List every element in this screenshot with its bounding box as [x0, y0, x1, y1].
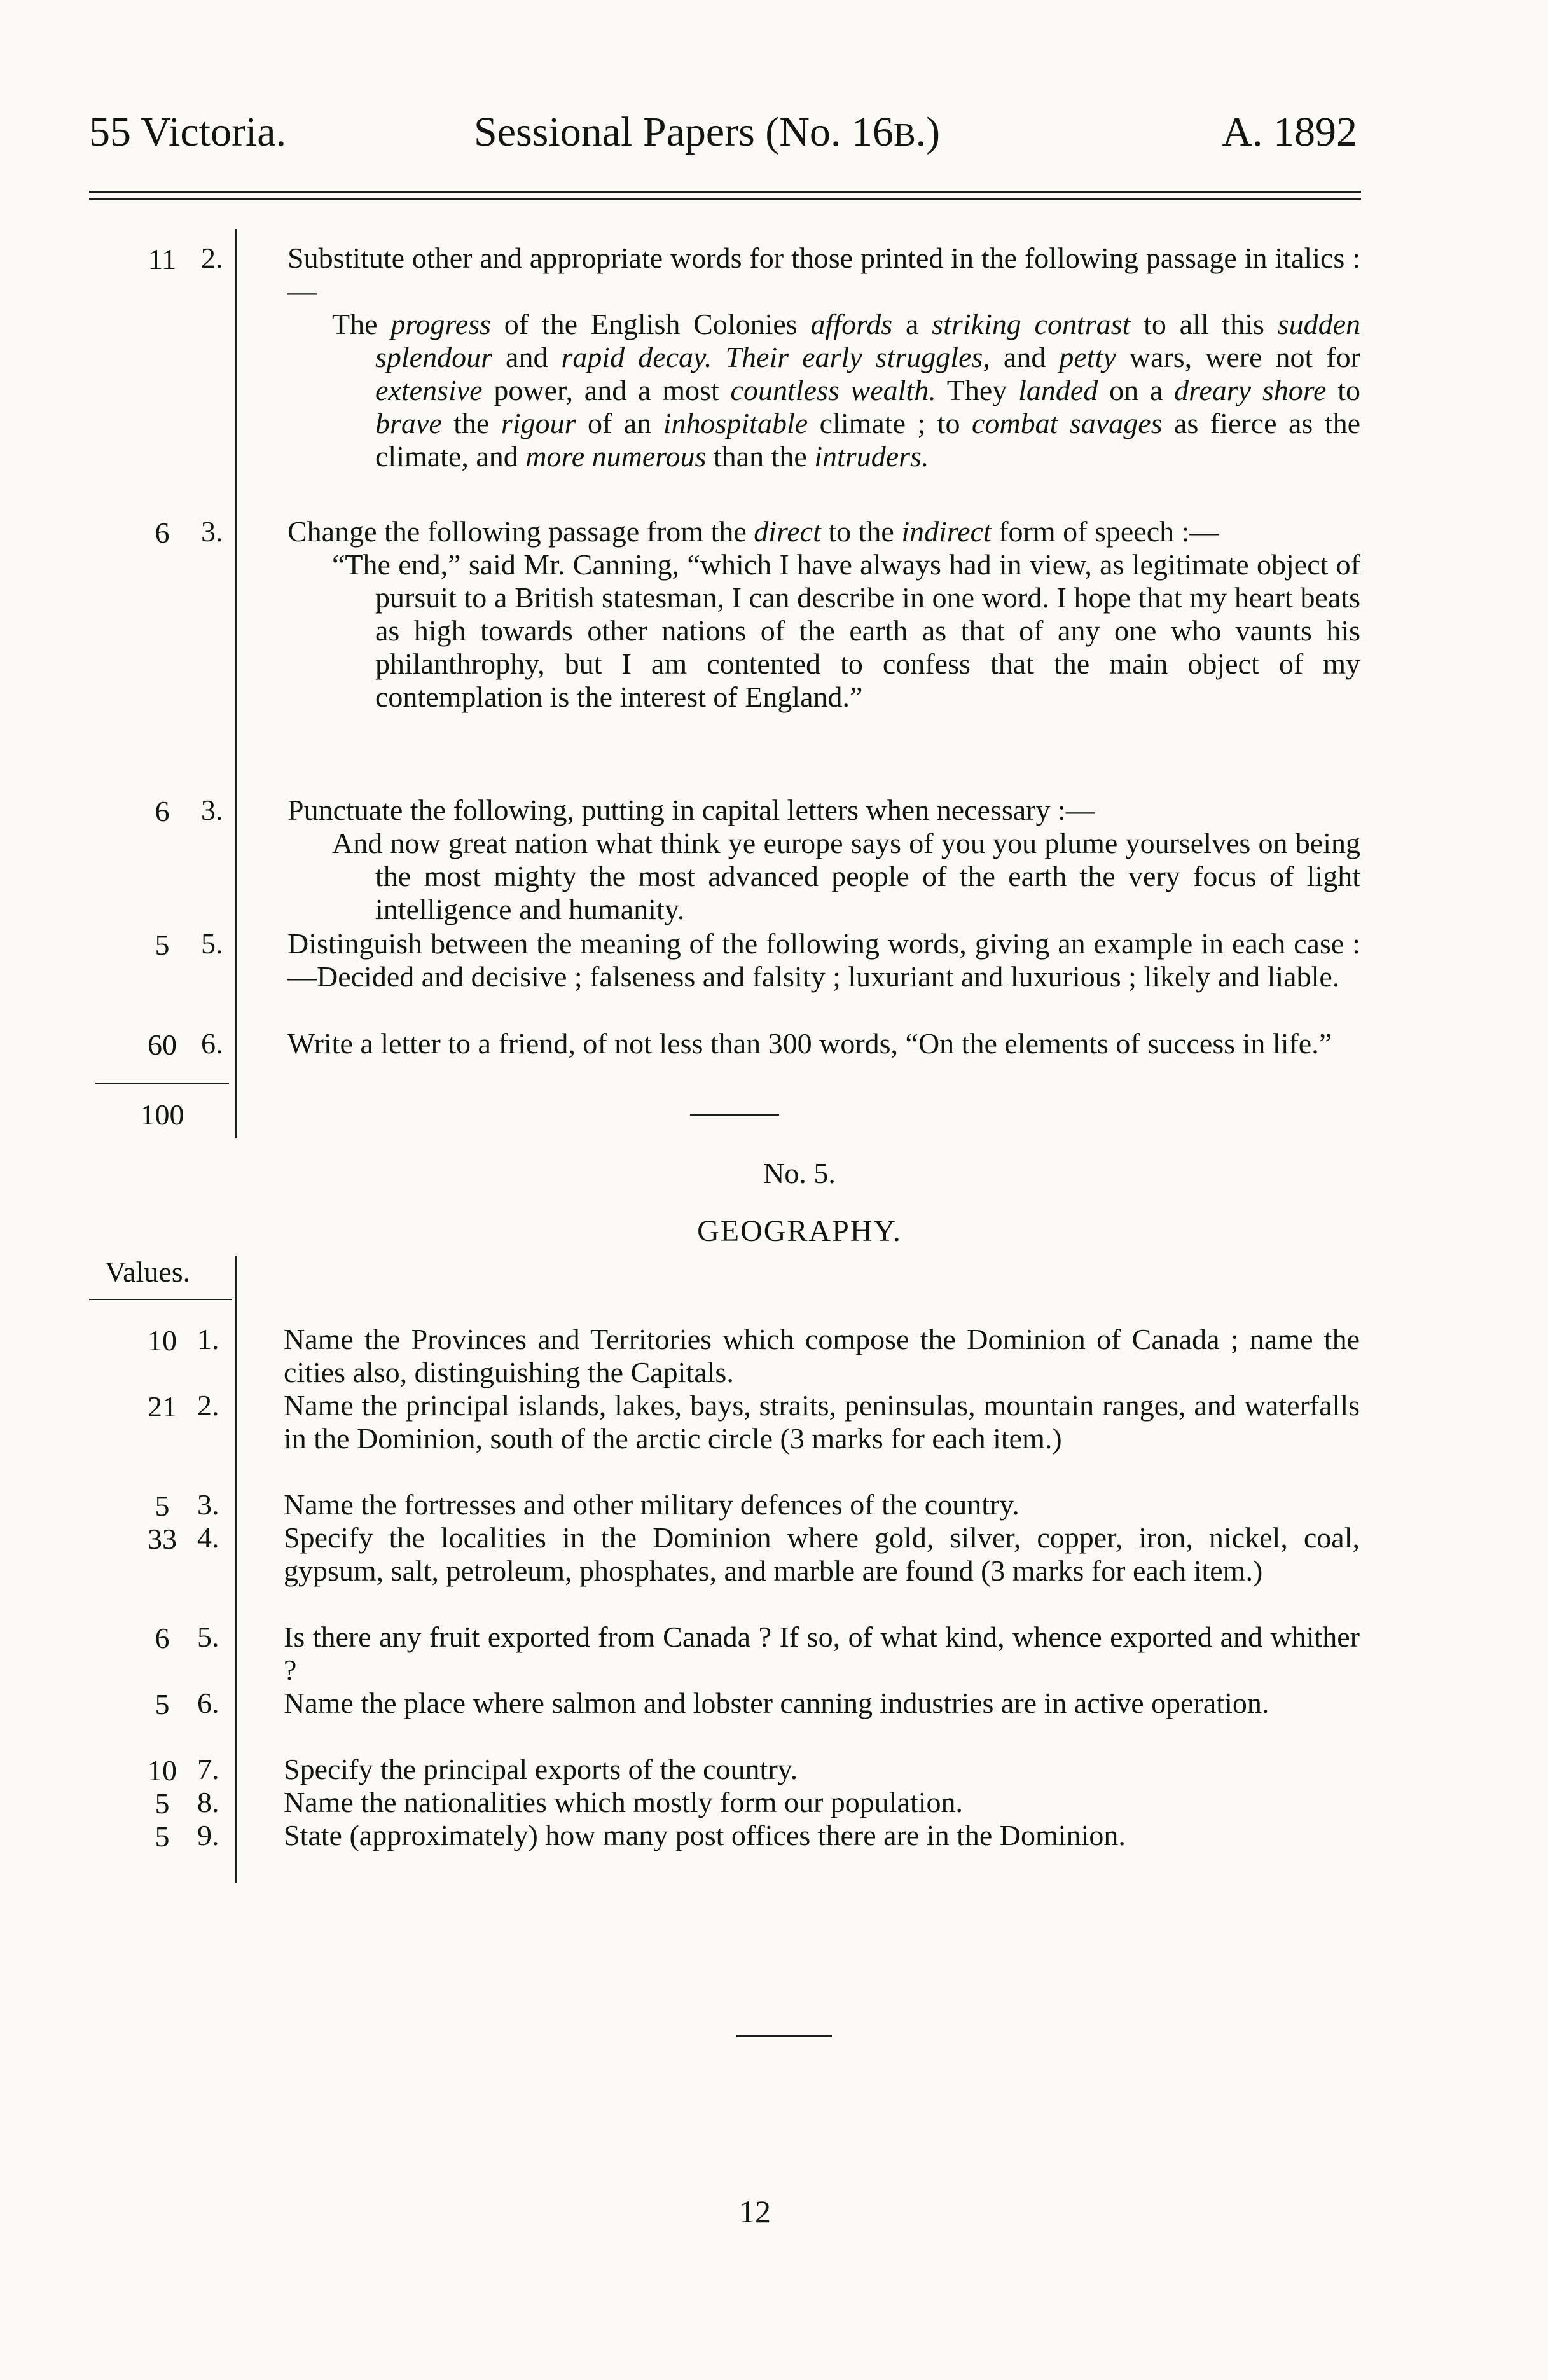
page-number: 12: [739, 2194, 771, 2229]
question-value: 6: [155, 795, 170, 827]
question-passage: The progress of the English Colonies affords a striking contrast to all this sudden splendour and rapid decay. Their early struggles, and petty wars, were not for extensive power, and a most countless wealth. They landed on a dreary shore to brave the rigour of an inhospitable climate ; to combat savages as fierce as the climate, and more numerous than the intruders.: [332, 308, 1361, 473]
header-left: 55 Victoria.: [89, 109, 287, 155]
header-right: A. 1892: [1222, 109, 1357, 155]
question-text: Name the principal islands, lakes, bays, straits, peninsulas, mountain ranges, and waterfalls in the Dominion, south of the arctic circle (3 marks for each item.): [284, 1389, 1360, 1455]
question-number: 3.: [201, 515, 223, 548]
values-label: Values.: [105, 1256, 191, 1288]
question-value: 5: [155, 1787, 170, 1820]
question-text: Punctuate the following, putting in capital letters when necessary :—: [287, 794, 1095, 826]
question-value: 5: [155, 1820, 170, 1853]
question-value: 6: [155, 1622, 170, 1654]
question-number: 2.: [197, 1389, 219, 1422]
question-item: [197, 1786, 1360, 1819]
question-text: Specify the principal exports of the country.: [284, 1753, 798, 1785]
question-item: [201, 1027, 1360, 1060]
values-column-rule-1: [235, 229, 237, 1138]
values-column-rule-2: [235, 1256, 237, 1883]
header-rule-top: [89, 191, 1361, 193]
question-item: [197, 1687, 1360, 1720]
question-passage: “The end,” said Mr. Canning, “which I have always had in view, as legitimate object of pursuit to a British statesman, I can describe in one word. I hope that my heart beats as high towards other nations of the earth as that of any one who vaunts his philanthrophy, but I am contented to confess that the main object of my contemplation is the interest of England.”: [332, 548, 1360, 713]
header-rule-bottom: [89, 198, 1361, 200]
question-text: Specify the localities in the Dominion where gold, silver, copper, iron, nickel, coal, gypsum, salt, petroleum, phosphates, and marble are found (3 marks for each item.): [284, 1521, 1360, 1587]
question-item: [197, 1323, 1360, 1389]
question-text: Name the place where salmon and lobster canning industries are in active operation.: [284, 1687, 1269, 1719]
question-value: 10: [148, 1324, 177, 1357]
question-value: 6: [155, 516, 170, 549]
question-value: 5: [155, 1490, 170, 1522]
question-number: 6.: [197, 1687, 219, 1719]
question-item: [201, 794, 1360, 926]
question-number: 6.: [201, 1027, 223, 1060]
running-header: [0, 108, 1548, 159]
question-item: [197, 1521, 1360, 1588]
question-item: [197, 1753, 1360, 1786]
question-item: [201, 515, 1360, 714]
question-value: 5: [155, 1688, 170, 1720]
question-number: 5.: [197, 1621, 219, 1653]
question-number: 5.: [201, 927, 223, 960]
section-divider: [690, 1114, 779, 1116]
values-header-rule: [89, 1299, 232, 1300]
question-text: Name the nationalities which mostly form our population.: [284, 1786, 964, 1818]
question-text: Name the Provinces and Territories which compose the Dominion of Canada ; name the cities also, distinguishing the Capitals.: [284, 1323, 1360, 1388]
question-item: [197, 1819, 1360, 1852]
question-number: 3.: [201, 794, 223, 826]
question-item: [197, 1621, 1360, 1687]
total-value: 100: [140, 1098, 184, 1131]
question-text: Substitute other and appropriate words for those printed in the following passage in italics :—: [287, 242, 1360, 307]
question-value: 21: [148, 1390, 177, 1423]
question-text: Change the following passage from the direct to the indirect form of speech :—: [287, 515, 1219, 548]
end-rule: [736, 2035, 832, 2037]
question-text: Is there any fruit exported from Canada ? If so, of what kind, whence exported and whither ?: [284, 1621, 1360, 1686]
question-number: 7.: [197, 1753, 219, 1785]
question-number: 8.: [197, 1786, 219, 1818]
question-text: Name the fortresses and other military defences of the country.: [284, 1488, 1019, 1521]
question-value: 33: [148, 1523, 177, 1555]
question-value: 5: [155, 929, 170, 961]
total-rule: [95, 1083, 229, 1084]
question-passage: And now great nation what think ye europe says of you you plume yourselves on being the most mighty the most advanced people of the earth the very focus of light intelligence and humanity.: [332, 827, 1360, 925]
question-number: 9.: [197, 1819, 219, 1851]
question-value: 10: [148, 1754, 177, 1787]
question-value: 11: [148, 243, 177, 275]
question-value: 60: [148, 1028, 177, 1061]
header-center: Sessional Papers (No. 16B.): [474, 109, 941, 155]
question-item: [197, 1488, 1360, 1521]
question-item: [201, 927, 1360, 993]
question-item: [201, 242, 1361, 473]
question-text: Write a letter to a friend, of not less than 300 words, “On the elements of success in life.”: [287, 1027, 1332, 1060]
question-item: [197, 1389, 1360, 1455]
question-text: State (approximately) how many post offices there are in the Dominion.: [284, 1819, 1126, 1851]
section-number: No. 5.: [763, 1157, 836, 1189]
question-text: Distinguish between the meaning of the following words, giving an example in each case :—Decided and decisive ; falseness and falsity ; luxuriant and luxurious ; likely and liable.: [287, 927, 1360, 993]
section-title: GEOGRAPHY.: [697, 1214, 902, 1248]
question-number: 1.: [197, 1323, 219, 1355]
question-number: 2.: [201, 242, 223, 274]
question-number: 3.: [197, 1488, 219, 1521]
question-number: 4.: [197, 1521, 219, 1554]
